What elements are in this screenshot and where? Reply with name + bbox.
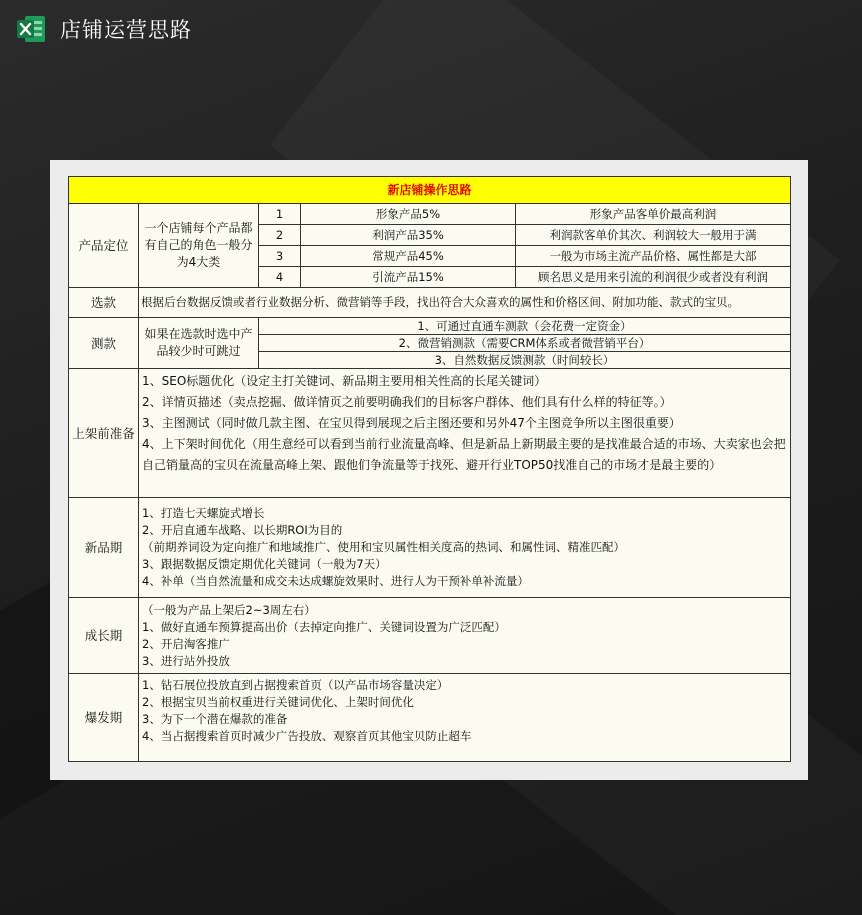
prelaunch-cell [139,369,791,498]
positioning-name: 引流产品15% [301,267,516,288]
positioning-desc: 利润款客单价其次、利润较大一般用于满 [516,225,791,246]
row-label-new-product: 新品期 [69,498,139,598]
table-title: 新店铺操作思路 [69,177,791,204]
positioning-desc: 一般为市场主流产品价格、属性都是大部 [516,246,791,267]
burst-line: 4、当占据搜索首页时减少广告投放、观察首页其他宝贝防止超车 [142,729,472,743]
row-label-positioning: 产品定位 [69,204,139,288]
growth-line: 1、做好直通车预算提高出价（去掉定向推广、关键词设置为广泛匹配） [142,619,506,634]
row-label-prelaunch: 上架前准备 [69,369,139,498]
positioning-desc: 形象产品客单价最高利润 [516,204,791,225]
row-label-selection: 选款 [69,288,139,318]
prelaunch-line: 1、SEO标题优化（设定主打关键词、新品期主要用相关性高的长尾关键词） [142,374,547,388]
row-label-burst: 爆发期 [69,674,139,762]
positioning-num: 1 [259,204,301,225]
testing-note: 如果在选款时选中产品较少时可跳过 [139,318,259,369]
positioning-num: 2 [259,225,301,246]
burst-cell [139,674,791,762]
growth-line: 2、开启淘客推广 [142,636,230,651]
testing-item: 3、自然数据反馈测款（时间较长） [259,352,791,369]
burst-line: 3、为下一个潜在爆款的准备 [142,712,288,726]
growth-line: （一般为产品上架后2~3周左右） [142,602,316,617]
new-product-line: （前期养词设为定向推广和地域推广、使用和宝贝属性相关度高的热词、和属性词、精准匹配） [142,540,625,554]
burst-line: 1、钻石展位投放直到占据搜索首页（以产品市场容量决定） [142,678,449,692]
positioning-note: 一个店铺每个产品都有自己的角色一般分为4大类 [139,204,259,288]
row-label-growth: 成长期 [69,598,139,674]
positioning-name: 形象产品5% [301,204,516,225]
positioning-name: 利润产品35% [301,225,516,246]
positioning-num: 3 [259,246,301,267]
app-title: 店铺运营思路 [60,18,192,42]
new-product-cell [139,498,791,598]
growth-cell [139,598,791,674]
new-product-line: 2、开启直通车战略、以长期ROI为目的 [142,523,343,537]
prelaunch-line: 4、上下架时间优化（用生意经可以看到当前行业流量高峰、但是新品上新期最主要的是找准最合适的市场、大卖家也会把自己销量高的宝贝在流量高峰上架、跟他们争流量等于找死、避开行业TOP50找准自己的市场才是最主要的） [142,437,786,472]
burst-line: 2、根据宝贝当前权重进行关键词优化、上架时间优化 [142,695,414,709]
row-label-testing: 测款 [69,318,139,369]
positioning-desc: 顾名思义是用来引流的利润很少或者没有利润 [516,267,791,288]
prelaunch-line: 2、详情页描述（卖点挖掘、做详情页之前要明确我们的目标客户群体、他们具有什么样的特征等。） [142,395,672,409]
spreadsheet-preview [50,160,808,780]
positioning-name: 常规产品45% [301,246,516,267]
app-header [14,12,192,46]
testing-item: 1、可通过直通车测款（会花费一定资金） [259,318,791,335]
new-product-line: 3、跟据数据反馈定期优化关键词（一般为7天） [142,557,387,571]
prelaunch-line: 3、主图测试（同时做几款主图、在宝贝得到展现之后主图还要和另外47个主图竞争所以主图很重要） [142,416,681,430]
new-product-line: 1、打造七天螺旋式增长 [142,506,265,520]
testing-item: 2、微营销测款（需要CRM体系或者微营销平台） [259,335,791,352]
growth-line: 3、进行站外投放 [142,653,230,668]
positioning-num: 4 [259,267,301,288]
operations-table [68,176,791,762]
new-product-line: 4、补单（当自然流量和成交未达成螺旋效果时、进行人为干预补单补流量） [142,574,529,588]
selection-text: 根据后台数据反馈或者行业数据分析、微营销等手段，找出符合大众喜欢的属性和价格区间、附加功能、款式的宝贝。 [139,288,791,318]
excel-icon [14,12,48,46]
